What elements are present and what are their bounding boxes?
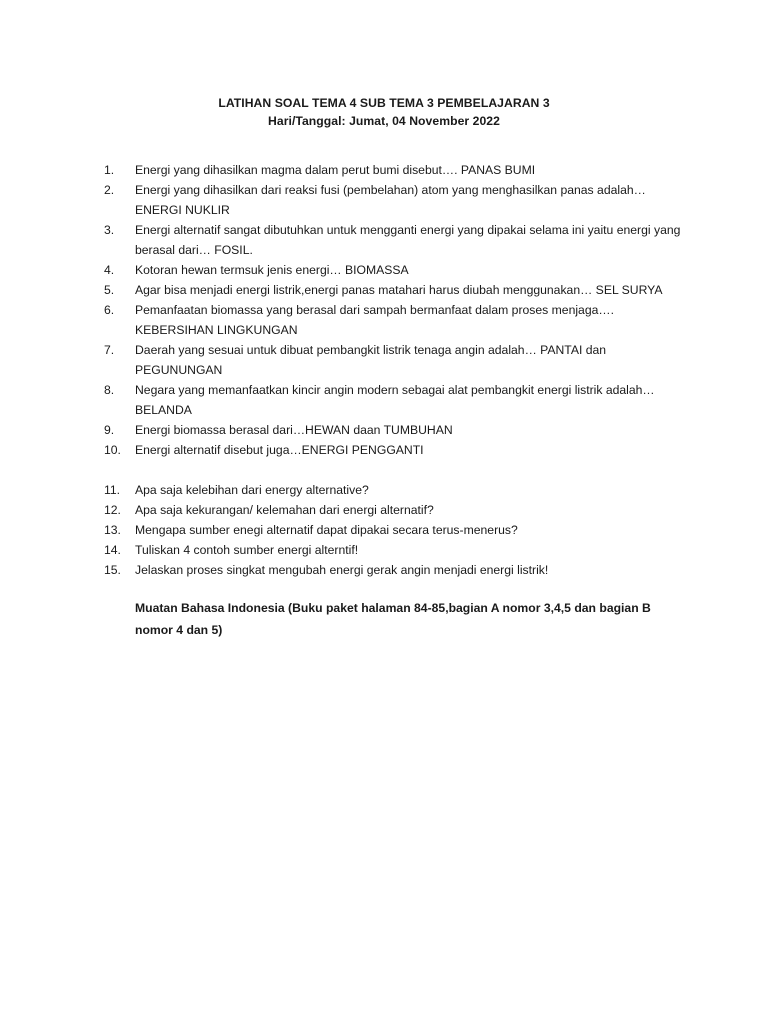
item-number: 6. <box>104 303 115 317</box>
item-text: Jelaskan proses singkat mengubah energi gerak angin menjadi energi listrik! <box>135 563 549 577</box>
list-item <box>104 420 694 440</box>
list-item <box>104 220 694 260</box>
item-text: Energi alternatif sangat dibutuhkan untuk mengganti energi yang dipakai selama ini yaitu energi yang berasal dari… FOSIL. <box>135 223 681 257</box>
item-number: 5. <box>104 283 115 297</box>
item-number: 7. <box>104 343 115 357</box>
list-spacer <box>104 460 694 480</box>
list-item <box>104 260 694 280</box>
item-number: 10. <box>104 443 121 457</box>
item-text: Energi yang dihasilkan dari reaksi fusi (pembelahan) atom yang menghasilkan panas adalah… ENERGI NUKLIR <box>135 183 646 217</box>
list-item <box>104 160 694 180</box>
list-item <box>104 520 694 540</box>
list-item <box>104 340 694 380</box>
item-number: 11. <box>104 483 121 497</box>
item-text: Mengapa sumber enegi alternatif dapat dipakai secara terus-menerus? <box>135 523 518 537</box>
item-number: 13. <box>104 523 121 537</box>
list-item <box>104 480 694 500</box>
item-text: Daerah yang sesuai untuk dibuat pembangkit listrik tenaga angin adalah… PANTAI dan PEGUNUNGAN <box>135 343 607 377</box>
list-item <box>104 540 694 560</box>
item-number: 15. <box>104 563 121 577</box>
list-item <box>104 560 694 580</box>
item-number: 4. <box>104 263 115 277</box>
item-text: Agar bisa menjadi energi listrik,energi panas matahari harus diubah menggunakan… SEL SURYA <box>135 283 663 297</box>
list-item <box>104 440 694 460</box>
document-title: LATIHAN SOAL TEMA 4 SUB TEMA 3 PEMBELAJARAN 3 <box>218 96 550 110</box>
document-header <box>0 94 768 130</box>
item-number: 2. <box>104 183 115 197</box>
item-text: Kotoran hewan termsuk jenis energi… BIOMASSA <box>135 263 409 277</box>
list-item <box>104 300 694 340</box>
item-number: 3. <box>104 223 115 237</box>
list-item <box>104 500 694 520</box>
item-text: Negara yang memanfaatkan kincir angin modern sebagai alat pembangkit energi listrik adalah… BELANDA <box>135 383 655 417</box>
item-number: 12. <box>104 503 121 517</box>
list-item <box>104 380 694 420</box>
question-list <box>104 160 694 580</box>
item-text: Energi yang dihasilkan magma dalam perut bumi disebut…. PANAS BUMI <box>135 163 536 177</box>
list-item <box>104 280 694 300</box>
assignment-note: Muatan Bahasa Indonesia (Buku paket halaman 84-85,bagian A nomor 3,4,5 dan bagian B nomor 4 dan 5) <box>135 601 651 637</box>
item-text: Tuliskan 4 contoh sumber energi alterntif! <box>135 543 359 557</box>
item-text: Apa saja kekurangan/ kelemahan dari energi alternatif? <box>135 503 434 517</box>
document-date: Hari/Tanggal: Jumat, 04 November 2022 <box>268 114 500 128</box>
item-text: Energi biomassa berasal dari…HEWAN daan TUMBUHAN <box>135 423 453 437</box>
item-number: 9. <box>104 423 115 437</box>
item-text: Pemanfaatan biomassa yang berasal dari sampah bermanfaat dalam proses menjaga…. KEBERSIHAN LINGKUNGAN <box>135 303 614 337</box>
item-number: 8. <box>104 383 115 397</box>
list-item <box>104 180 694 220</box>
item-number: 1. <box>104 163 115 177</box>
item-number: 14. <box>104 543 121 557</box>
item-text: Apa saja kelebihan dari energy alternative? <box>135 483 369 497</box>
item-text: Energi alternatif disebut juga…ENERGI PENGGANTI <box>135 443 424 457</box>
